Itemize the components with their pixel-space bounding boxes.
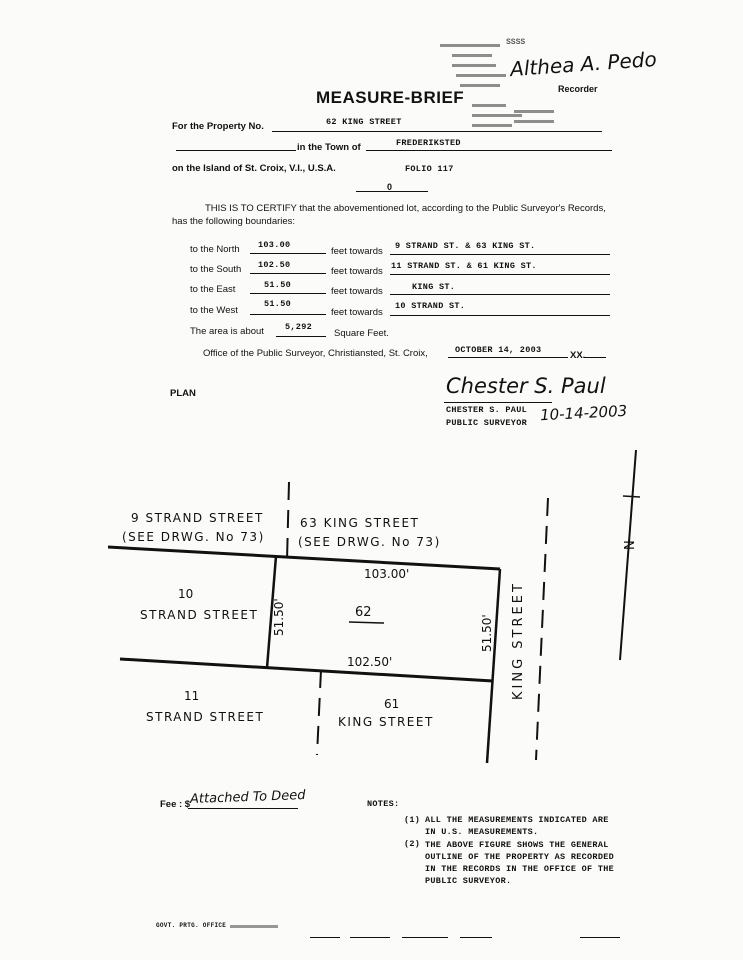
- boundary-towards: 9 STRAND ST. & 63 KING ST.: [395, 241, 536, 251]
- area-unit: Square Feet.: [334, 328, 389, 339]
- note-2-line2: OUTLINE OF THE PROPERTY AS RECORDED: [425, 852, 615, 862]
- property-label: For the Property No.: [172, 121, 264, 132]
- boundary-towards: 10 STRAND ST.: [395, 301, 466, 311]
- west-lot-number: 10: [178, 587, 194, 601]
- sw-lot-name: STRAND STREET: [146, 710, 265, 724]
- boundary-feet: 103.00: [258, 240, 291, 250]
- signed-date: 10-14-2003: [539, 401, 628, 425]
- stamp-code: SSSS: [506, 38, 526, 47]
- south-dimension: 102.50': [347, 655, 393, 669]
- note-2-line3: IN THE RECORDS IN THE OFFICE OF THE: [425, 864, 615, 874]
- office-label: Office of the Public Surveyor, Christiansted, St. Croix,: [203, 348, 428, 359]
- town-name: FREDERIKSTED: [396, 138, 461, 148]
- boundary-label: to the East: [190, 284, 236, 295]
- area-label: The area is about: [190, 326, 264, 337]
- north-arrow-label: N: [623, 540, 638, 550]
- town-label: in the Town of: [297, 142, 361, 153]
- boundary-towards-label: feet towards: [331, 246, 383, 257]
- west-dimension: 51.50': [272, 598, 286, 636]
- plan-label: PLAN: [170, 388, 196, 399]
- fee-label: Fee : $: [160, 799, 191, 810]
- sw-lot-number: 11: [184, 689, 200, 703]
- plan-drawing: [0, 440, 743, 770]
- certify-line-2: has the following boundaries:: [172, 216, 296, 227]
- boundary-towards: 11 STRAND ST. & 61 KING ST.: [391, 261, 537, 271]
- folio-number: FOLIO 117: [405, 164, 454, 174]
- divider-mark: 0: [387, 182, 393, 192]
- notes-heading: NOTES:: [367, 799, 400, 809]
- nw-lot-line2: (SEE DRWG. No 73): [122, 530, 265, 544]
- boundary-feet: 51.50: [264, 280, 292, 290]
- document-title: MEASURE-BRIEF: [316, 88, 465, 107]
- recorder-label: Recorder: [558, 84, 598, 94]
- recorder-signature: Althea A. Pedo: [509, 46, 658, 82]
- ne-lot-line2: (SEE DRWG. No 73): [298, 535, 441, 549]
- office-suffix: XX.: [570, 350, 586, 361]
- north-dimension: 103.00': [364, 567, 410, 581]
- fee-value: Attached To Deed: [189, 787, 306, 808]
- s-lot-number: 61: [384, 697, 400, 711]
- printer-imprint: GOVT. PRTG. OFFICE: [156, 922, 227, 929]
- certify-line-1: THIS IS TO CERTIFY that the abovementioned lot, according to the Public Surveyor's Records,: [205, 203, 606, 214]
- ne-lot-line1: 63 KING STREET: [300, 516, 420, 530]
- note-2-line4: PUBLIC SURVEYOR.: [425, 876, 512, 886]
- street-name: KING STREET: [511, 581, 526, 700]
- area-value: 5,292: [285, 322, 313, 332]
- note-2-number: (2): [404, 839, 421, 849]
- boundary-label: to the West: [190, 305, 238, 316]
- surveyor-name: CHESTER S. PAUL: [446, 405, 528, 415]
- note-1-number: (1): [404, 815, 421, 825]
- lot-number: 62: [355, 605, 372, 620]
- boundary-towards-label: feet towards: [331, 266, 383, 277]
- boundary-towards: KING ST.: [412, 282, 456, 292]
- west-lot-name: STRAND STREET: [140, 608, 259, 622]
- surveyor-signature: Chester S. Paul: [446, 374, 606, 398]
- boundary-label: to the South: [190, 264, 242, 275]
- boundary-label: to the North: [190, 244, 240, 255]
- nw-lot-line1: 9 STRAND STREET: [131, 511, 264, 525]
- property-number: 62 KING STREET: [326, 117, 402, 127]
- note-1-line2: IN U.S. MEASUREMENTS.: [425, 827, 539, 837]
- boundary-feet: 51.50: [264, 299, 292, 309]
- boundary-towards-label: feet towards: [331, 286, 383, 297]
- recording-stamp: [432, 38, 562, 133]
- east-dimension: 51.50': [480, 614, 494, 652]
- boundary-towards-label: feet towards: [331, 307, 383, 318]
- note-1-line1: ALL THE MEASUREMENTS INDICATED ARE: [425, 815, 609, 825]
- north-arrow-line: [620, 450, 636, 660]
- island-label: on the Island of St. Croix, V.I., U.S.A.: [172, 163, 336, 174]
- office-date: OCTOBER 14, 2003: [455, 345, 542, 355]
- boundary-feet: 102.50: [258, 260, 291, 270]
- surveyor-title: PUBLIC SURVEYOR: [446, 418, 528, 428]
- note-2-line1: THE ABOVE FIGURE SHOWS THE GENERAL: [425, 840, 609, 850]
- s-lot-name: KING STREET: [338, 715, 434, 729]
